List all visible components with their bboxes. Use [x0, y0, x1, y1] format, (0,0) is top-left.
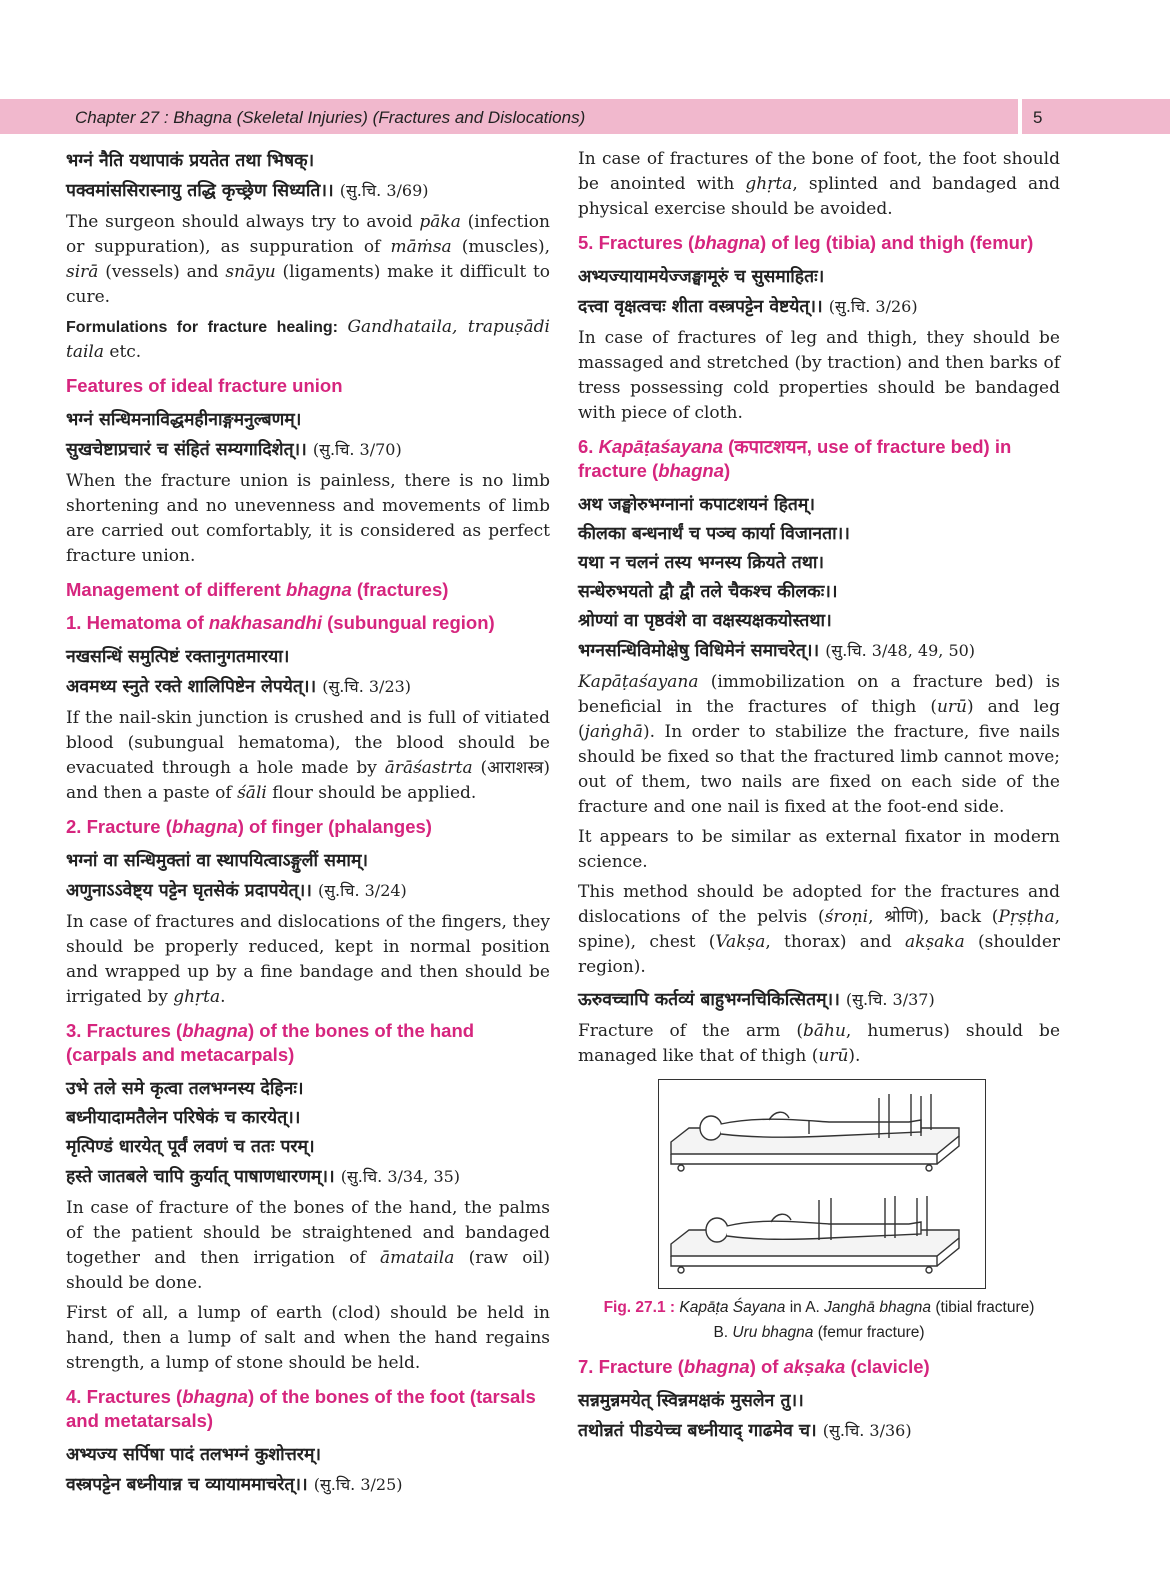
- sanskrit-verse: अभ्यज्य सर्पिषा पादं तलभग्नं कुशोत्तरम्।: [66, 1445, 322, 1465]
- sanskrit-verse: ऊरुवच्चापि कर्तव्यं बाहुभग्नचिकित्सितम्।। (सु.चि. 3/37): [578, 990, 935, 1010]
- section-heading: 2. Fracture (bhagna) of finger (phalanges): [66, 816, 432, 837]
- figure-caption: Fig. 27.1 : Kapāṭa Śayana in A. Janghā bhagna (tibial fracture) B. Uru bhagna (femur fracture): [603, 1299, 1035, 1341]
- section-heading: 6. Kapāṭaśayana (कपाटशयन, use of fracture bed) in fracture (bhagna): [578, 436, 1012, 481]
- sanskrit-verse: दत्त्वा वृक्षत्वचः शीता वस्त्रपट्टेन वेष्टयेत्।। (सु.चि. 3/26): [578, 297, 918, 317]
- sanskrit-verse: अणुनाऽऽवेष्ट्य पट्टेन घृतसेकं प्रदापयेत्।। (सु.चि. 3/24): [66, 881, 407, 901]
- header-divider: [1018, 99, 1022, 134]
- fracture-bed-illustration: [659, 1080, 985, 1288]
- sanskrit-verse: पक्वमांससिरास्नायु तद्धि कृच्छ्रेण सिध्यति।। (सु.चि. 3/69): [66, 181, 429, 201]
- paragraph: In case of fractures of leg and thigh, they should be massaged and stretched (by traction) and then barks of tress possessing cold properties should be bandaged with piece of cloth.: [578, 328, 1060, 423]
- sanskrit-verse: अवमथ्य स्नुते रक्ते शालिपिष्टेन लेपयेत्।। (सु.चि. 3/23): [66, 677, 412, 697]
- sanskrit-verse: हस्ते जातबले चापि कुर्यात् पाषाणधारणम्।। (सु.चि. 3/34, 35): [66, 1167, 461, 1187]
- section-heading: 4. Fractures (bhagna) of the bones of the foot (tarsals and metatarsals): [66, 1386, 536, 1431]
- section-heading: 7. Fracture (bhagna) of akṣaka (clavicle): [578, 1356, 930, 1377]
- sanskrit-verse: भग्नसन्धिविमोक्षेषु विधिमेनं समाचरेत्।। (सु.चि. 3/48, 49, 50): [578, 641, 976, 661]
- paragraph: In case of fracture of the bones of the hand, the palms of the patient should be straightened and bandaged together and then irrigation of āmataila (raw oil) should be done.: [66, 1198, 550, 1293]
- sanskrit-verse: मृत्पिण्डं धारयेत् पूर्वं लवणं च ततः परम्।: [66, 1137, 315, 1157]
- sanskrit-verse: कीलका बन्धनार्थं च पञ्च कार्या विजानता।।: [578, 524, 850, 544]
- sanskrit-verse: यथा न चलनं तस्य भग्नस्य क्रियते तथा।: [578, 553, 825, 573]
- paragraph: It appears to be similar as external fixator in modern science.: [578, 827, 1060, 872]
- sanskrit-verse: वस्त्रपट्टेन बध्नीयान्न च व्यायाममाचरेत्।। (सु.चि. 3/25): [66, 1475, 403, 1495]
- left-column: [66, 147, 550, 1500]
- paragraph: This method should be adopted for the fractures and dislocations of the pelvis (śroṇi, श्रोणि), back (Pṛṣṭha, spine), chest (Vakṣa, thorax) and akṣaka (shoulder region).: [578, 882, 1061, 977]
- sanskrit-verse: बध्नीयादामतैलेन परिषेकं च कारयेत्।।: [66, 1108, 301, 1128]
- sanskrit-verse: भग्नां वा सन्धिमुक्तां वा स्थापयित्वाऽङ्गुलीं समाम्।: [66, 851, 369, 871]
- fracture-bed-figure: [658, 1079, 986, 1289]
- section-heading: 5. Fractures (bhagna) of leg (tibia) and thigh (femur): [578, 232, 1034, 253]
- sanskrit-verse: तथोन्नतं पीडयेच्च बध्नीयाद् गाढमेव च। (सु.चि. 3/36): [578, 1421, 912, 1441]
- paragraph: Kapāṭaśayana (immobilization on a fracture bed) is beneficial in the fractures of thigh (urū) and leg (jaṅghā). In order to stabilize the fracture, five nails should be fixed so that the fractured limb cannot move; out of them, two nails are fixed on each side of the fracture and one nail is fixed at the foot-end side.: [578, 672, 1060, 817]
- paragraph: In case of fractures of the bone of foot, the foot should be anointed with ghṛta, splinted and bandaged and physical exercise should be avoided.: [578, 149, 1061, 219]
- sanskrit-verse: अथ जङ्घोरुभग्नानां कपाटशयनं हितम्।: [578, 495, 815, 515]
- paragraph: If the nail-skin junction is crushed and is full of vitiated blood (subungual hematoma), the blood should be evacuated through a hole made by ārāśastrta (आराशस्त्र) and then a paste of śāli flour should be applied.: [66, 708, 550, 803]
- paragraph: First of all, a lump of earth (clod) should be held in hand, then a lump of salt and when the hand regains strength, a lump of stone should be held.: [66, 1303, 550, 1373]
- section-heading: Management of different bhagna (fractures): [66, 579, 449, 600]
- paragraph: In case of fractures and dislocations of the fingers, they should be properly reduced, kept in normal position and wrapped up by a fine bandage and then should be irrigated by ghṛta.: [66, 912, 550, 1007]
- sanskrit-verse: सुखचेष्टाप्रचारं च संहितं सम्यगादिशेत्।। (सु.चि. 3/70): [66, 440, 402, 460]
- paragraph: Fracture of the arm (bāhu, humerus) should be managed like that of thigh (urū).: [578, 1021, 1061, 1066]
- paragraph: When the fracture union is painless, there is no limb shortening and no unevenness and movements of limb are carried out comfortably, it is considered as perfect fracture union.: [66, 471, 550, 566]
- sanskrit-verse: सन्नमुन्नमयेत् स्विन्नमक्षकं मुसलेन तु।।: [578, 1391, 804, 1411]
- section-heading: 3. Fractures (bhagna) of the bones of the hand (carpals and metacarpals): [66, 1020, 475, 1065]
- sanskrit-verse: नखसन्धिं समुत्पिष्टं रक्तानुगतमारया।: [66, 647, 290, 667]
- section-heading: Features of ideal fracture union: [66, 375, 343, 396]
- section-heading: 1. Hematoma of nakhasandhi (subungual region): [66, 612, 495, 633]
- sanskrit-verse: श्रोण्यां वा पृष्ठवंशे वा वक्षस्यक्षकयोस्तथा।: [578, 611, 832, 631]
- sanskrit-verse: उभे तले समे कृत्वा तलभग्नस्य देहिनः।: [66, 1079, 304, 1099]
- right-column: [578, 147, 1060, 1446]
- sanskrit-verse: अभ्यज्यायामयेज्जङ्घामूरुं च सुसमाहितः।: [578, 267, 825, 287]
- paragraph: The surgeon should always try to avoid pāka (infection or suppuration), as suppuration of māṁsa (muscles), sirā (vessels) and snāyu (ligaments) make it difficult to cure.: [66, 212, 551, 307]
- sanskrit-verse: भग्नं सन्धिमनाविद्धमहीनाङ्गमनुल्बणम्।: [66, 410, 302, 430]
- sanskrit-verse: सन्धेरुभयतो द्वौ द्वौ तले चैकश्च कीलकः।।: [578, 582, 838, 602]
- chapter-title: Chapter 27 : Bhagna (Skeletal Injuries) (Fractures and Dislocations): [75, 108, 586, 127]
- page-number: 5: [1033, 108, 1043, 127]
- sanskrit-verse: भग्नं नैति यथापाकं प्रयतेत तथा भिषक्।: [66, 151, 315, 171]
- formulations-paragraph: Formulations for fracture healing: Gandhataila, trapuṣādi taila etc.: [66, 317, 550, 362]
